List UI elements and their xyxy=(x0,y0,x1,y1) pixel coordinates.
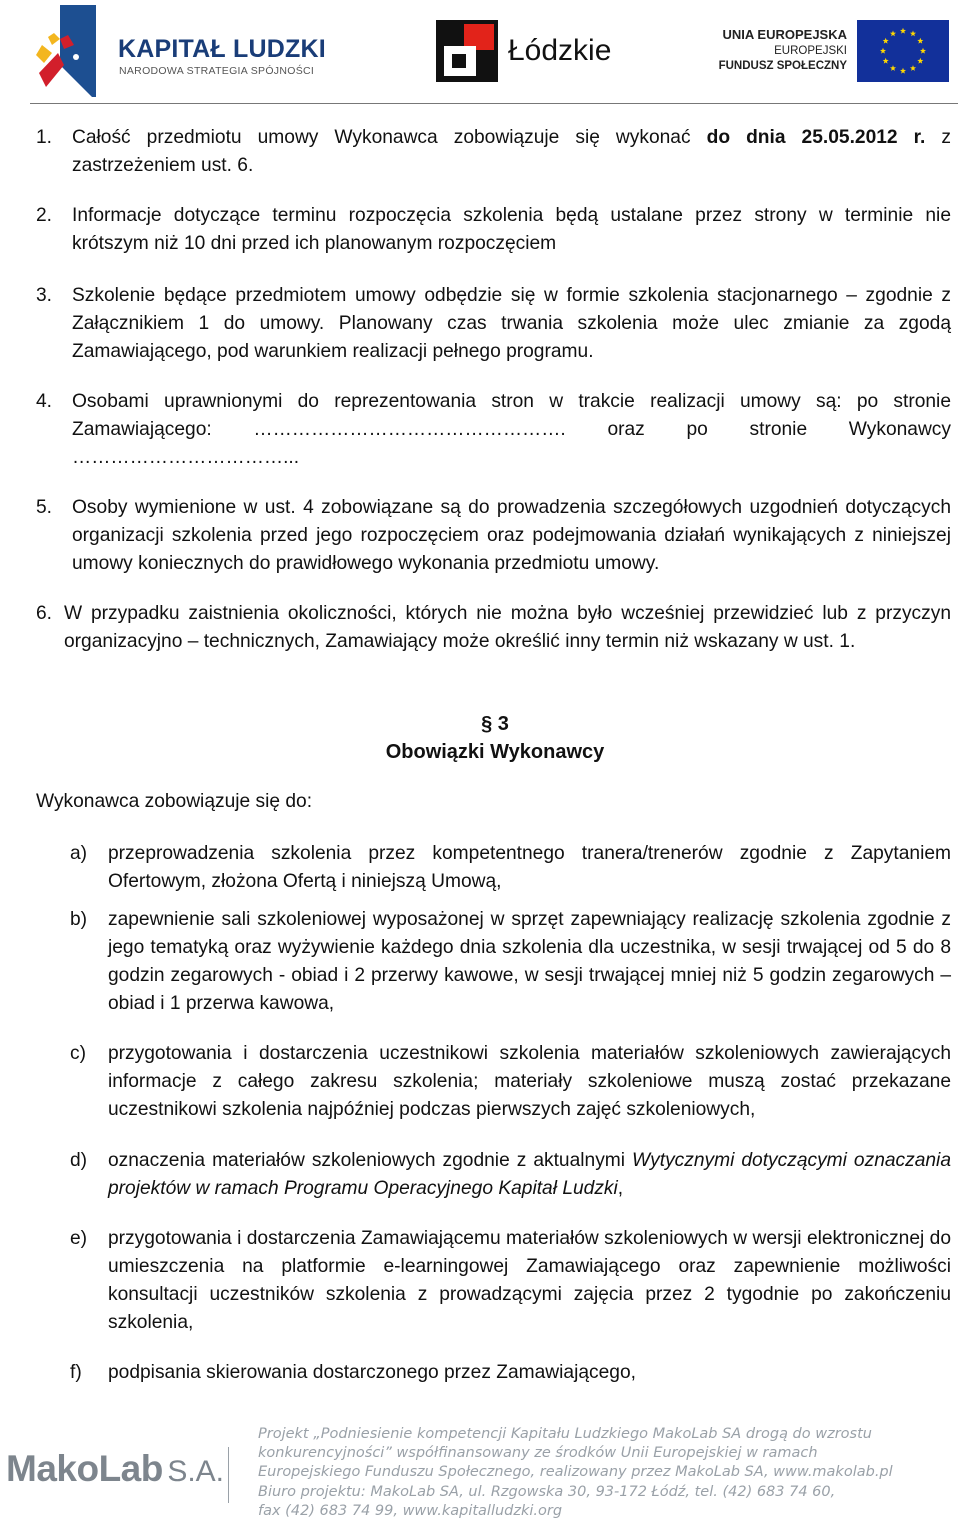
item-text: przygotowania i dostarczenia Zamawiającemu materiałów szkoleniowych w wersji elektronicznej do umieszczenia na platformie e-learningowej Zamawiającego oraz zapewnienie możliwości konsultacji uczestników szkolenia z prowadzącymi zajęcia przez 2 tygodnie po zakończeniu szkolenia, xyxy=(108,1228,951,1333)
item-letter: d) xyxy=(70,1150,88,1171)
section-symbol: § 3 xyxy=(481,713,509,735)
item-letter: f) xyxy=(70,1362,82,1383)
header-divider xyxy=(30,103,958,104)
section-intro: Wykonawca zobowiązuje się do: xyxy=(36,791,313,812)
footer-line: Projekt „Podniesienie kompetencji Kapitału Ludzkiego MakoLab SA drogą do wzrostu xyxy=(258,1426,872,1442)
section-title: Obowiązki Wykonawcy xyxy=(385,741,605,763)
list-item xyxy=(36,282,951,366)
list-item xyxy=(70,1225,951,1337)
list-item xyxy=(36,600,951,656)
list-item xyxy=(70,840,951,896)
item-number: 3. xyxy=(36,285,53,306)
item-text: W przypadku zaistnienia okoliczności, których nie można było wcześniej przewidzieć lub z przyczyn organizacyjno – technicznych, Zamawiający może określić inny termin niż wskazany w ust. 1. xyxy=(64,603,951,652)
footer-project-info xyxy=(258,1425,953,1521)
kapital-ludzki-emblem-icon xyxy=(34,5,96,97)
footer-line: konkurencyjności” współfinansowany ze środków Unii Europejskiej w ramach xyxy=(258,1445,818,1462)
lodzkie-emblem-icon xyxy=(436,20,498,82)
item-text: Osoby wymienione w ust. 4 zobowiązane są do prowadzenia szczegółowych uzgodnień dotyczących organizacji szkolenia przed jego rozpoczęciem oraz podejmowania działań wynikających z niniejszej umowy koniecznych do prawidłowego wykonania przedmiotu umowy. xyxy=(72,497,951,574)
footer-divider xyxy=(228,1447,229,1503)
item-number: 1. xyxy=(36,127,53,148)
item-text: Informacje dotyczące terminu rozpoczęcia szkolenia będą ustalane przez strony w terminie nie krótszym niż 10 dni przed ich planowanym rozpoczęciem xyxy=(72,205,951,254)
item-text: przygotowania i dostarczenia uczestnikowi szkolenia materiałów szkoleniowych zawierających informacje z całego zakresu szkolenia; materiały szkoleniowe muszą zostać przekazane uczestnikowi szkolenia najpóźniej podczas pierwszych zajęć szkoleniowych, xyxy=(108,1043,951,1120)
list-item xyxy=(36,202,951,258)
makolab-logo xyxy=(6,1448,224,1490)
guidelines-title: Wytycznymi dotyczącymi oznaczania projektów w ramach Programu Operacyjnego Kapitał Ludzki xyxy=(108,1150,951,1199)
list-item xyxy=(70,1040,951,1124)
item-letter: a) xyxy=(70,843,88,864)
lodzkie-logo xyxy=(436,20,616,82)
item-text: Szkolenie będące przedmiotem umowy odbędzie się w formie szkolenia stacjonarnego – zgodnie z Załącznikiem 1 do umowy. Planowany czas trwania szkolenia może ulec zmianie za zgodą Zamawiającego, pod warunkiem realizacji pełnego programu. xyxy=(72,285,951,362)
item-text: oznaczenia materiałów szkoleniowych zgodnie z aktualnymi Wytycznymi dotyczącymi oznaczania projektów w ramach Programu Operacyjnego Kapitał Ludzki, xyxy=(108,1150,951,1199)
item-text: zapewnienie sali szkoleniowej wyposażonej w sprzęt zapewniający realizację szkolenia zgodnie z jego tematyką oraz wyżywienie każdego dnia szkolenia dla uczestnika, w sesji trwającej od 5 do 8 godzin zegarowych - obiad i 2 przerwy kawowe, w sesji trwającej mniej niż 5 godzin zegarowych – obiad i 1 przerwa kawowa, xyxy=(108,909,951,1014)
item-letter: b) xyxy=(70,909,88,930)
deadline-text: do dnia 25.05.2012 r. xyxy=(706,127,926,148)
item-number: 2. xyxy=(36,205,53,226)
footer-line: Biuro projektu: MakoLab SA, ul. Rzgowska 30, 93-172 Łódź, tel. (42) 683 74 60, xyxy=(258,1483,836,1500)
lodzkie-name: Łódzkie xyxy=(508,34,612,67)
kapital-ludzki-subtitle: NARODOWA STRATEGIA SPÓJNOŚCI xyxy=(119,65,315,77)
list-item xyxy=(36,388,951,472)
item-letter: c) xyxy=(70,1043,86,1064)
kapital-ludzki-logo xyxy=(34,5,334,97)
list-item xyxy=(70,1359,951,1387)
eu-name-line2: EUROPEJSKI xyxy=(774,45,847,57)
list-item xyxy=(70,906,951,1018)
page-header xyxy=(0,0,960,104)
item-number: 4. xyxy=(36,391,53,412)
eu-flag-icon xyxy=(857,20,949,82)
kapital-ludzki-title: KAPITAŁ LUDZKI xyxy=(118,35,326,63)
list-item xyxy=(36,494,951,578)
item-text: Osobami uprawnionymi do reprezentowania stron w trakcie realizacji umowy są: po stronie Zamawiającego: …………………………………………. oraz po stronie Wykonawcy ……………………………... xyxy=(72,391,951,468)
item-number: 5. xyxy=(36,497,53,518)
footer-line: fax (42) 683 74 99, www.kapitalludzki.org xyxy=(258,1502,563,1519)
item-text: przeprowadzenia szkolenia przez kompetentnego tranera/trenerów zgodnie z Zapytaniem Ofertowym, złożona Ofertą i niniejszą Umową, xyxy=(108,843,951,892)
item-text: podpisania skierowania dostarczonego przez Zamawiającego, xyxy=(108,1362,636,1383)
makolab-suffix: S.A. xyxy=(167,1455,225,1488)
footer-line: Europejskiego Funduszu Społecznego, realizowany przez MakoLab SA, www.makolab.pl xyxy=(258,1464,893,1481)
makolab-brand: MakoLab xyxy=(6,1448,163,1489)
list-item xyxy=(70,1147,951,1203)
item-number: 6. xyxy=(36,603,53,624)
eu-name-line1: UNIA EUROPEJSKA xyxy=(722,27,847,42)
item-text: Całość przedmiotu umowy Wykonawca zobowiązuje się wykonać do dnia 25.05.2012 r. z zastrzeżeniem ust. 6. xyxy=(72,127,951,176)
list-item xyxy=(36,124,951,180)
item-letter: e) xyxy=(70,1228,88,1249)
eu-efs-logo xyxy=(718,20,957,86)
eu-name-line3: FUNDUSZ SPOŁECZNY xyxy=(718,60,847,72)
